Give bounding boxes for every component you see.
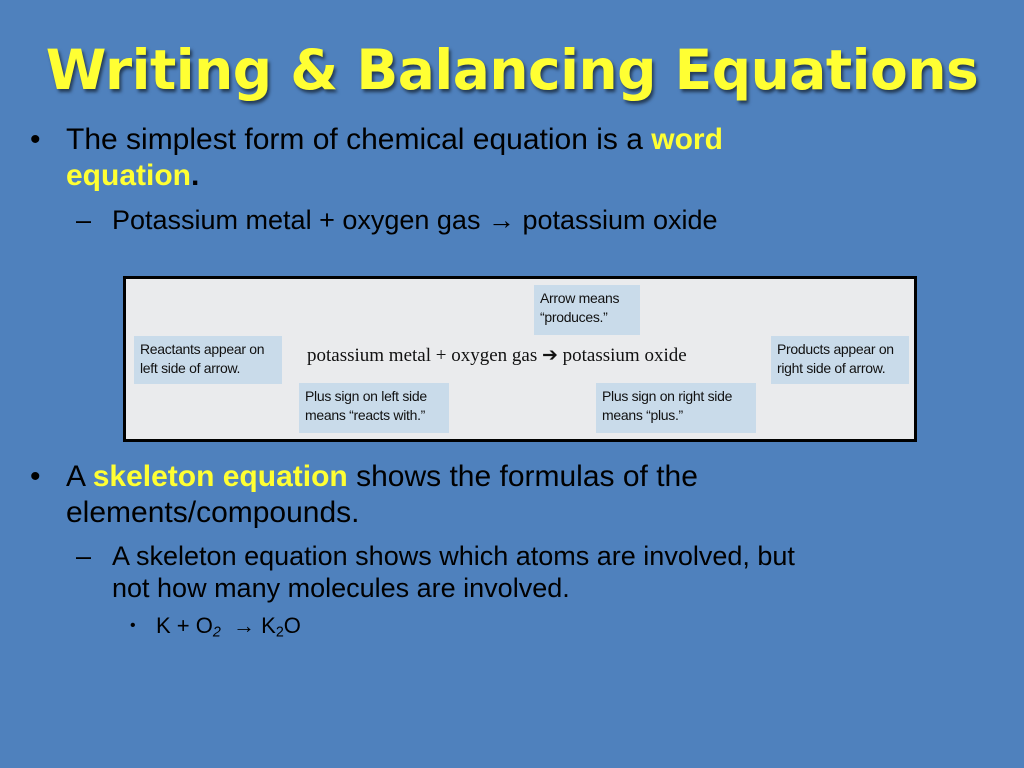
callout-arrow-line1: Arrow means: [540, 290, 620, 306]
callout-products-line2: right side of arrow.: [777, 360, 886, 376]
period: .: [191, 159, 200, 192]
callout-plus-left-line1: Plus sign on left side: [305, 388, 427, 404]
bullet-text-after-1: shows the formulas of the: [347, 460, 698, 493]
highlight-skeleton-equation: skeleton equation: [92, 460, 348, 493]
callout-plus-left-line2: means “reacts with.”: [305, 407, 426, 423]
formula-arrow-k: → K: [226, 613, 276, 638]
dash-bullet-icon: –: [76, 205, 92, 235]
bullet-dot-icon: •: [30, 460, 41, 493]
callout-arrow-line2: “produces.”: [540, 309, 608, 325]
sub-bullet-line1: A skeleton equation shows which atoms are involved, but: [112, 541, 795, 571]
diagram-equation: potassium metal + oxygen gas ➔ potassium oxide: [307, 345, 687, 366]
bullet-text: [66, 459, 976, 531]
highlight-word: word: [651, 123, 723, 156]
formula-o: O: [283, 613, 301, 638]
bullet-text-after-2: elements/compounds.: [66, 496, 360, 529]
callout-plus-right-line2: means “plus.”: [602, 407, 683, 423]
callout-products: [771, 336, 909, 384]
callout-plus-left: [299, 383, 449, 433]
formula-o-subscript: 2: [212, 624, 221, 641]
sub-bullet-text: [112, 540, 992, 604]
highlight-equation: equation: [66, 159, 191, 192]
formula-k-subscript: 2: [275, 624, 284, 641]
callout-plus-right: [596, 383, 756, 433]
dash-bullet-icon: –: [76, 541, 92, 571]
word-equation-diagram: [123, 276, 917, 442]
callout-reactants: [134, 336, 282, 384]
callout-arrow: [534, 285, 640, 335]
sub-bullet-text: Potassium metal + oxygen gas → potassium oxide: [112, 205, 718, 235]
formula-k-o: K + O: [156, 613, 213, 638]
callout-products-line1: Products appear on: [777, 341, 894, 357]
bullet-dot-icon: •: [30, 123, 41, 156]
callout-plus-right-line1: Plus sign on right side: [602, 388, 733, 404]
formula-text: [156, 612, 556, 647]
callout-reactants-line1: Reactants appear on: [140, 341, 265, 357]
bullet-text-before: A: [66, 460, 93, 493]
slide-title: Writing & Balancing Equations: [45, 38, 979, 102]
sub-bullet-line2: not how many molecules are involved.: [112, 573, 570, 603]
bullet-text-before: The simplest form of chemical equation is a: [66, 123, 652, 156]
bullet-text: [66, 122, 976, 194]
small-bullet-icon: •: [130, 617, 136, 634]
callout-reactants-line2: left side of arrow.: [140, 360, 241, 376]
